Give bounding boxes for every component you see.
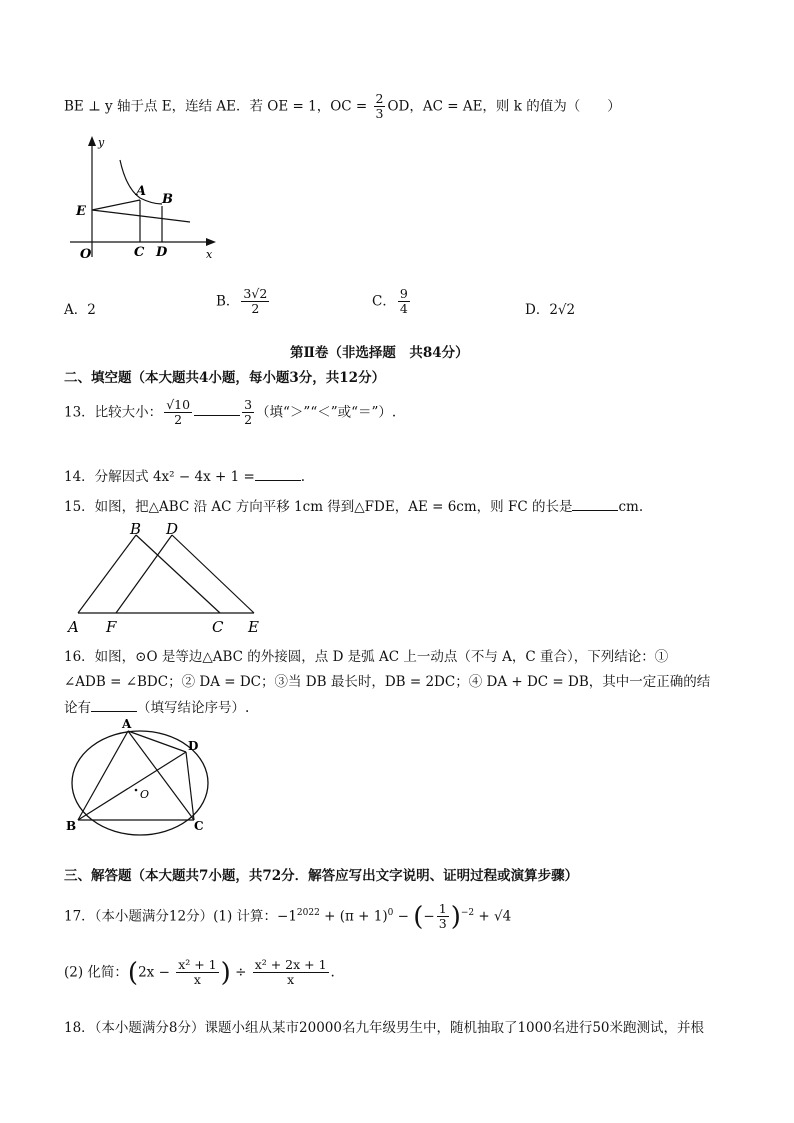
label-b: B (130, 520, 142, 538)
segment-ea (92, 200, 140, 210)
q18: 18．（本小题满分8分）课题小组从某市20000名九年级男生中，随机抽取了1000名进行50米跑测试，并根 (64, 1020, 704, 1036)
segment-dc (186, 752, 194, 820)
q14: 14．分解因式 4x² − 4x + 1 = . (64, 469, 306, 485)
label-a: A (122, 717, 132, 731)
q12-option-b: B． $\frac{3√2}{2}$ (216, 286, 268, 317)
label-o: O (80, 247, 92, 262)
label-a: A (136, 184, 147, 199)
q16-figure (62, 716, 222, 840)
label-y: y (98, 136, 105, 149)
q12-option-d: D．2√2 (525, 302, 576, 318)
q12-text (64, 92, 621, 122)
label-b: B (162, 192, 173, 207)
segment-ab (78, 535, 136, 613)
q16-line1: 16．如图，⊙O 是等边△ABC 的外接圆，点 D 是弧 AC 上一动点（不与 A，C 重合），下列结论：① (64, 649, 669, 665)
label-c: C (194, 819, 204, 833)
q14-answer-blank[interactable] (255, 468, 301, 481)
label-e: E (76, 204, 86, 219)
q17-fraction-third: $\frac{1}{3}$ (438, 901, 447, 932)
q12-text-part1: BE ⊥ y 轴于点 E，连结 AE．若 OE = 1，OC = (64, 98, 372, 115)
label-x: x (206, 248, 213, 261)
y-axis-arrow (88, 136, 96, 146)
label-b: B (66, 819, 77, 833)
label-o: O (140, 788, 150, 801)
q12-figure (62, 132, 232, 267)
q13-fraction-2: $\frac{3}{2}$ (244, 397, 253, 428)
q15: 15．如图，把△ABC 沿 AC 方向平移 1cm 得到△FDE，AE = 6cm，则 FC 的长是 cm. (64, 499, 644, 515)
segment-ad (128, 731, 186, 752)
q16-answer-blank[interactable] (91, 699, 137, 712)
q13-fraction-1: $\frac{√10}{2}$ (166, 397, 191, 428)
section3-header: 三、解答题（本大题共7小题，共72分．解答应写出文字说明、证明过程或演算步骤） (64, 868, 579, 884)
label-f: F (106, 618, 117, 636)
label-a: A (68, 618, 79, 636)
segment-bc (136, 535, 220, 613)
center-point (135, 789, 138, 792)
label-e: E (248, 618, 259, 636)
label-d: D (156, 245, 168, 260)
q13: 13．比较大小： $\frac{√10}{2}$ $\frac{3}{2}$ （填“＞”“＜”或“＝”）. (64, 397, 397, 428)
q12-option-c: C． $\frac{9}{4}$ (372, 286, 408, 317)
q17-fraction-t1: $\frac{\text{x² + 1}}{x}$ (178, 957, 217, 988)
segment-ac (128, 731, 194, 820)
q15-figure (62, 520, 272, 638)
label-d: D (188, 739, 199, 753)
segment-bd (78, 752, 186, 820)
q15-answer-blank[interactable] (572, 498, 618, 511)
q17-part2: (2) 化简：(2x − $\frac{\text{x² + 1}}{x}$ ) ÷ $\frac{\text{x² + 2x + 1}}{x}$ . (64, 957, 335, 988)
q12-option-a: A．2 (64, 302, 96, 318)
section2-header: 二、填空题（本大题共4小题，每小题3分，共12分） (64, 370, 386, 386)
q12-fraction: $\frac{2}{3}$ (375, 91, 384, 122)
label-c: C (134, 245, 145, 260)
x-axis-arrow (206, 238, 216, 246)
q17-part1: 17．（本小题满分12分）(1) 计算：$-1^{2022} + (\pi + 1)^0$ − (− $\frac{1}{3}$ )$^{-2}$ + √4 (64, 901, 512, 932)
label-c: C (212, 618, 224, 636)
q12-text-part2: OD，AC = AE，则 k 的值为（ ） (387, 98, 621, 115)
segment-de (172, 535, 254, 613)
q17-fraction-t2: $\frac{\text{x² + 2x + 1}}{x}$ (254, 957, 327, 988)
part2-title: 第Ⅱ卷（非选择题 共84分） (290, 345, 469, 361)
q16-line3: 论有 （填写结论序号）. (64, 700, 250, 716)
segment-ab (78, 731, 128, 820)
label-d: D (166, 520, 179, 538)
line-eb (92, 210, 190, 222)
q13-answer-blank[interactable] (194, 403, 240, 416)
segment-fd (116, 535, 172, 613)
q16-line2: ∠ADB = ∠BDC；② DA = DC；③当 DB 最长时，DB = 2DC；④ DA + DC = DB，其中一定正确的结 (64, 674, 711, 690)
